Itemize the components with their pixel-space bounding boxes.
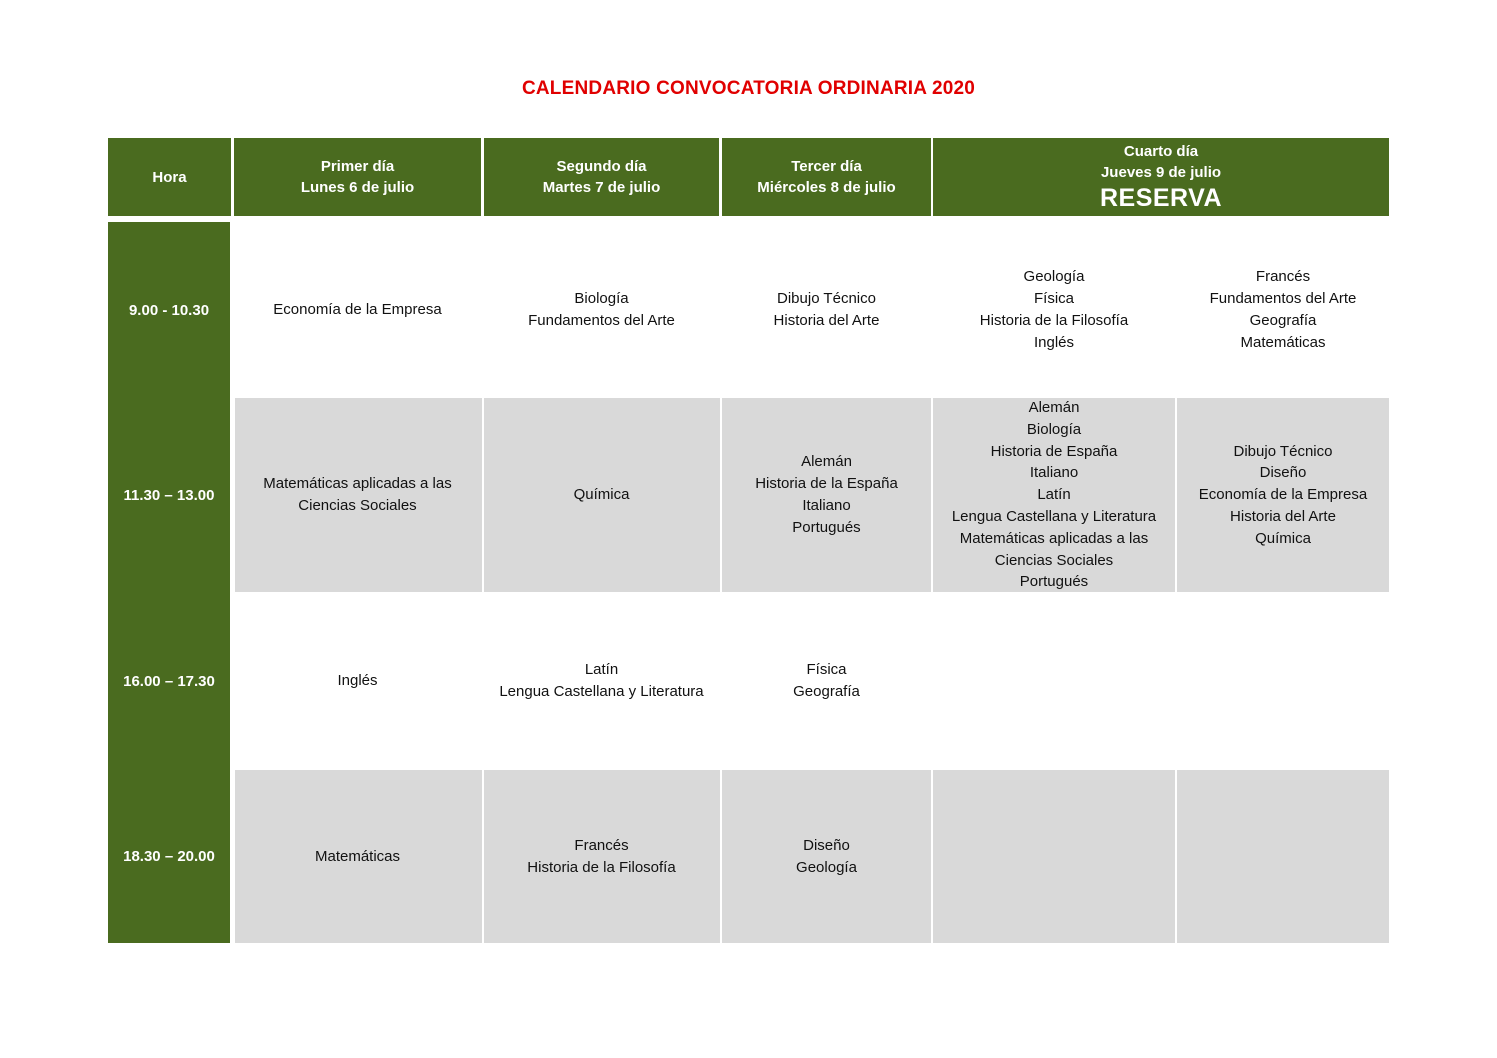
subject: Dibujo Técnico (1233, 442, 1333, 460)
subject: Francés (1255, 268, 1311, 286)
subject: Portugués (792, 518, 861, 536)
header-day4-name: Cuarto día (1123, 143, 1199, 160)
subject: Matemáticas (314, 847, 401, 865)
subject: Economía de la Empresa (1198, 486, 1368, 504)
subject: Historia del Arte (773, 312, 880, 329)
subject: Geología (796, 858, 857, 876)
header-day3 (722, 138, 931, 216)
subject: Historia de la España (755, 475, 898, 493)
header-day3-date: Miércoles 8 de julio (757, 179, 896, 196)
subject: Historia de la Filosofía (527, 858, 676, 876)
cell-row2-day4b (1177, 398, 1389, 592)
header-day4-reserva: RESERVA (1099, 184, 1223, 212)
subject: Latín (584, 661, 619, 679)
subject: Lengua Castellana y Literatura (951, 507, 1157, 525)
cell-row4-day1 (234, 770, 481, 943)
cell-row1-day2 (484, 222, 719, 398)
subject: Inglés (337, 672, 378, 690)
cell-row1-day4b (1177, 222, 1389, 398)
subject: Diseño (803, 836, 850, 854)
subject: Geología (1023, 268, 1085, 286)
cell-row3-day3 (722, 592, 931, 770)
subject: Física (1033, 290, 1074, 308)
subject: Ciencias Sociales (298, 497, 417, 514)
subject: Portugués (1019, 573, 1089, 591)
header-day3-name: Tercer día (791, 158, 862, 175)
cell-row4-day3 (722, 770, 931, 943)
cell-row3-day2 (484, 592, 719, 770)
subject: Latín (1037, 486, 1071, 504)
subject: Geografía (1249, 312, 1317, 329)
subject: Biología (574, 290, 629, 308)
subject: Fundamentos del Arte (528, 312, 675, 329)
subject: Fundamentos del Arte (1209, 290, 1357, 308)
header-day4 (933, 138, 1389, 216)
subject: Matemáticas aplicadas a las (263, 475, 452, 493)
cell-row2-day1 (234, 398, 481, 592)
header-day2 (484, 138, 719, 216)
header-day1-name: Primer día (320, 158, 395, 175)
cell-row1-day3 (722, 222, 931, 398)
cell-row2-day2 (484, 398, 719, 592)
hora-cell: 18.30 – 20.00 (123, 848, 215, 865)
subject: Alemán (801, 453, 852, 471)
hora-cell: 9.00 - 10.30 (128, 301, 210, 319)
column-divider (931, 770, 933, 943)
subject: Dibujo Técnico (777, 290, 876, 308)
subject: Historia del Arte (1230, 507, 1336, 525)
page-title: CALENDARIO CONVOCATORIA ORDINARIA 2020 (521, 78, 976, 99)
subject: Química (573, 486, 630, 504)
header-day4-date: Jueves 9 de julio (1100, 164, 1222, 181)
subject: Francés (574, 836, 629, 854)
subject: Geografía (793, 683, 860, 700)
subject: Lengua Castellana y Literatura (499, 683, 704, 700)
header-day1-date: Lunes 6 de julio (300, 179, 415, 196)
subject: Diseño (1259, 464, 1307, 482)
cell-row2-day3 (722, 398, 931, 592)
header-hora-label: Hora (152, 168, 187, 186)
header-day2-date: Martes 7 de julio (542, 179, 661, 196)
subject: Matemáticas (1240, 333, 1326, 351)
subject: Matemáticas aplicadas a las (959, 529, 1149, 547)
subject: Inglés (1033, 333, 1075, 351)
subject: Economía de la Empresa (273, 301, 442, 319)
cell-row1-day1 (234, 222, 481, 398)
header-hora (108, 138, 231, 216)
column-divider (1175, 770, 1177, 943)
cell-row2-day4a (933, 398, 1175, 592)
subject: Física (806, 661, 847, 679)
subject: Italiano (802, 497, 851, 514)
subject: Biología (1026, 420, 1082, 438)
subject: Química (1255, 529, 1311, 547)
header-day2-name: Segundo día (556, 158, 647, 175)
hora-cell: 16.00 – 17.30 (123, 672, 215, 690)
hora-cell: 11.30 – 13.00 (123, 486, 215, 504)
cell-row4-day2 (484, 770, 719, 943)
cell-row1-day4a (933, 222, 1175, 398)
subject: Ciencias Sociales (994, 551, 1114, 569)
subject: Historia de España (990, 442, 1118, 460)
subject: Historia de la Filosofía (979, 312, 1129, 329)
header-day1 (234, 138, 481, 216)
subject: Italiano (1029, 464, 1079, 482)
cell-row3-day1 (234, 592, 481, 770)
subject: Alemán (1028, 398, 1080, 416)
